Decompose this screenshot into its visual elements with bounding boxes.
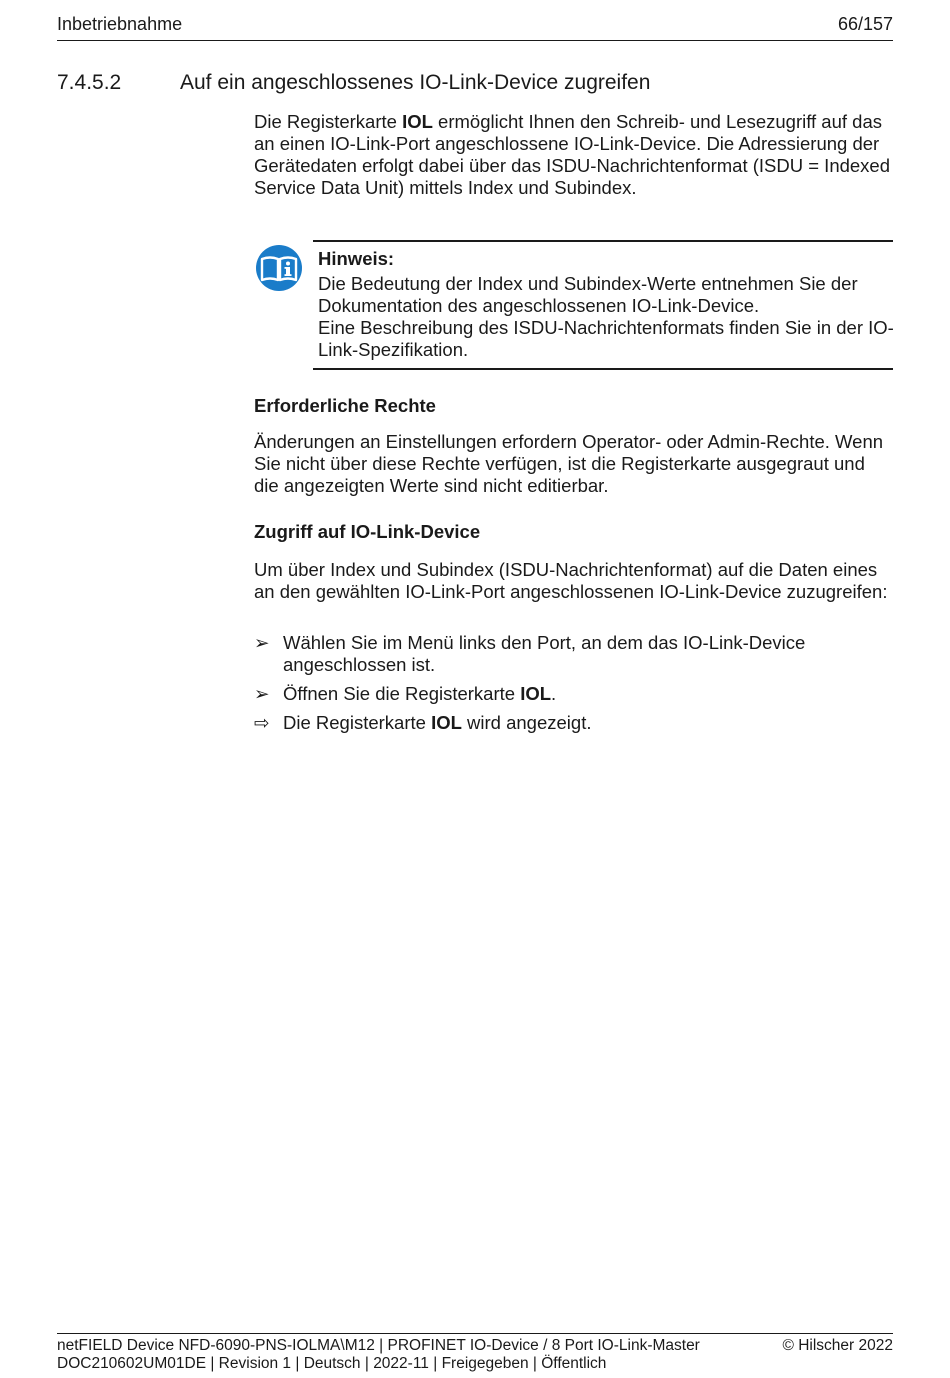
step-text-bold-iol: IOL xyxy=(520,683,552,704)
header-divider xyxy=(57,40,893,41)
note-line-2: Eine Beschreibung des ISDU-Nachrichtenformats finden Sie in der IO-Link-Spezifikation. xyxy=(318,317,894,360)
intro-pre: Die Registerkarte xyxy=(254,111,403,132)
note-top-rule xyxy=(313,240,893,242)
footer-copyright: © Hilscher 2022 xyxy=(782,1337,893,1354)
result-text xyxy=(283,712,874,734)
note-line-1: Die Bedeutung der Index und Subindex-Werte entnehmen Sie der Dokumentation des angeschlossenen IO-Link-Device. xyxy=(318,273,858,316)
step-item xyxy=(254,632,874,676)
result-item xyxy=(254,712,874,734)
intro-bold-iol: IOL xyxy=(402,111,433,132)
access-paragraph xyxy=(254,559,894,603)
note-title: Hinweis: xyxy=(318,248,395,269)
step-text: Wählen Sie im Menü links den Port, an dem das IO-Link-Device angeschlossen ist. xyxy=(283,632,806,675)
note-content xyxy=(318,248,898,361)
step-text-pre: Öffnen Sie die Registerkarte xyxy=(283,683,521,704)
step-text xyxy=(283,683,874,705)
intro-paragraph xyxy=(254,111,894,199)
step-item xyxy=(254,683,874,705)
result-text-bold-iol: IOL xyxy=(431,712,462,733)
manual-info-icon xyxy=(255,244,303,292)
result-text-post: wird angezeigt. xyxy=(461,712,592,733)
footer-divider xyxy=(57,1333,893,1334)
section-number: 7.4.5.2 xyxy=(57,71,122,94)
step-text-post: . xyxy=(551,683,557,704)
rights-paragraph xyxy=(254,431,894,497)
result-text-pre: Die Registerkarte xyxy=(283,712,432,733)
step-arrow-icon: ➢ xyxy=(254,683,270,704)
footer-document-info: DOC210602UM01DE | Revision 1 | Deutsch | 2022-11 | Freigegeben | Öffentlich xyxy=(57,1355,607,1372)
step-arrow-icon: ➢ xyxy=(254,632,270,653)
access-text: Um über Index und Subindex (ISDU-Nachrichtenformat) auf die Daten eines an den gewählten IO-Link-Port angeschlossenen IO-Link-Device zuzugreifen: xyxy=(254,559,888,602)
result-arrow-icon: ⇨ xyxy=(254,712,270,733)
section-title: Auf ein angeschlossenes IO-Link-Device zugreifen xyxy=(180,71,651,94)
rights-text: Änderungen an Einstellungen erfordern Operator- oder Admin-Rechte. Wenn Sie nicht über diese Rechte verfügen, ist die Registerkarte ausgegraut und die angezeigten Werte sind nicht editierbar. xyxy=(254,431,884,496)
header-page-number: 66/157 xyxy=(837,14,893,34)
intro-post: ermöglicht Ihnen den Schreib- und Lesezugriff auf das an einen IO-Link-Port angeschlossene IO-Link-Device. Die Adressierung der Gerätedaten erfolgt dabei über das ISDU-Nachrichtenformat (ISDU = Indexed Service Data Unit) mittels Index und Subindex. xyxy=(254,111,891,198)
rights-heading: Erforderliche Rechte xyxy=(254,395,436,416)
footer-product: netFIELD Device NFD-6090-PNS-IOLMA\M12 | PROFINET IO-Device / 8 Port IO-Link-Master xyxy=(57,1337,700,1354)
access-heading: Zugriff auf IO-Link-Device xyxy=(254,521,481,542)
header-chapter: Inbetriebnahme xyxy=(57,14,183,34)
note-bottom-rule xyxy=(313,368,893,370)
